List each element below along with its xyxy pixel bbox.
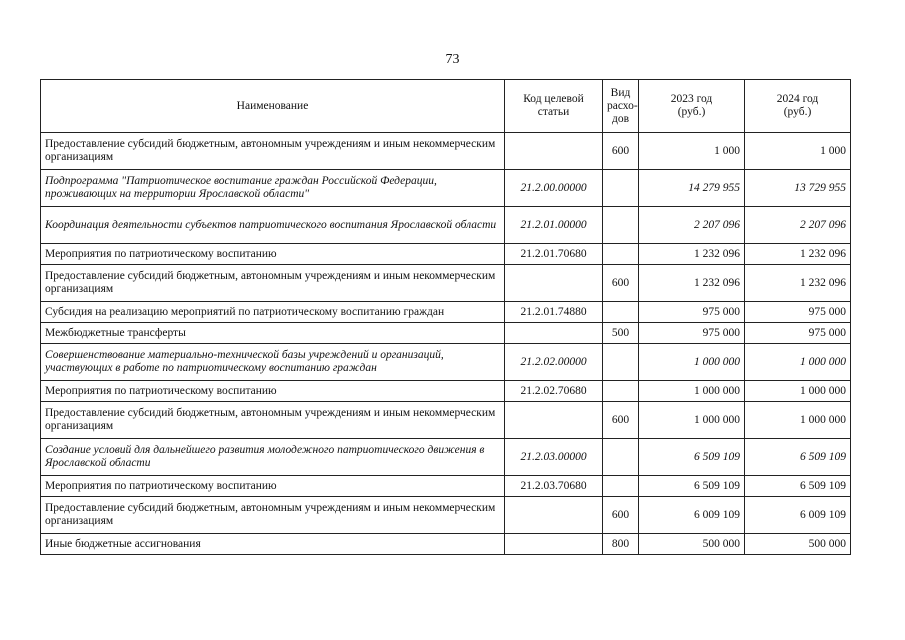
cell-code xyxy=(505,323,603,344)
cell-2023: 14 279 955 xyxy=(639,170,745,207)
cell-2024: 6 509 109 xyxy=(745,476,851,497)
cell-2024: 13 729 955 xyxy=(745,170,851,207)
table-row xyxy=(41,344,851,381)
header-2023: 2023 год (руб.) xyxy=(639,80,745,133)
cell-2023: 975 000 xyxy=(639,323,745,344)
cell-name: Межбюджетные трансферты xyxy=(41,323,505,344)
cell-name: Предоставление субсидий бюджетным, автономным учреждениям и иным некоммерческим организациям xyxy=(41,133,505,170)
cell-kind xyxy=(603,244,639,265)
cell-kind xyxy=(603,170,639,207)
cell-name: Предоставление субсидий бюджетным, автономным учреждениям и иным некоммерческим организациям xyxy=(41,402,505,439)
cell-2024: 1 000 000 xyxy=(745,381,851,402)
cell-kind: 500 xyxy=(603,323,639,344)
cell-2024: 1 000 000 xyxy=(745,344,851,381)
cell-name: Подпрограмма "Патриотическое воспитание граждан Российской Федерации, проживающих на территории Ярославской области" xyxy=(41,170,505,207)
cell-2023: 1 232 096 xyxy=(639,265,745,302)
table-header-row xyxy=(41,80,851,133)
cell-kind xyxy=(603,476,639,497)
cell-code xyxy=(505,497,603,534)
table-row xyxy=(41,402,851,439)
table-row xyxy=(41,170,851,207)
table-row xyxy=(41,207,851,244)
cell-name: Мероприятия по патриотическому воспитанию xyxy=(41,381,505,402)
header-name: Наименование xyxy=(41,80,505,133)
cell-2023: 2 207 096 xyxy=(639,207,745,244)
table-row xyxy=(41,265,851,302)
table-row xyxy=(41,244,851,265)
cell-2024: 1 232 096 xyxy=(745,265,851,302)
cell-code: 21.2.03.70680 xyxy=(505,476,603,497)
cell-code: 21.2.01.70680 xyxy=(505,244,603,265)
cell-name: Предоставление субсидий бюджетным, автономным учреждениям и иным некоммерческим организациям xyxy=(41,265,505,302)
cell-kind: 600 xyxy=(603,133,639,170)
cell-2023: 1 000 000 xyxy=(639,344,745,381)
table-row xyxy=(41,381,851,402)
table-row xyxy=(41,133,851,170)
cell-2024: 1 232 096 xyxy=(745,244,851,265)
table-row xyxy=(41,534,851,555)
cell-code xyxy=(505,265,603,302)
cell-2023: 6 509 109 xyxy=(639,439,745,476)
table-row xyxy=(41,439,851,476)
cell-2024: 500 000 xyxy=(745,534,851,555)
cell-code xyxy=(505,402,603,439)
page-number: 73 xyxy=(445,52,460,67)
cell-name: Координация деятельности субъектов патриотического воспитания Ярославской области xyxy=(41,207,505,244)
cell-name: Создание условий для дальнейшего развития молодежного патриотического движения в Ярославской области xyxy=(41,439,505,476)
cell-kind: 800 xyxy=(603,534,639,555)
cell-kind: 600 xyxy=(603,402,639,439)
cell-code: 21.2.02.70680 xyxy=(505,381,603,402)
table-row xyxy=(41,302,851,323)
cell-code: 21.2.01.00000 xyxy=(505,207,603,244)
cell-2024: 1 000 000 xyxy=(745,402,851,439)
cell-2024: 6 509 109 xyxy=(745,439,851,476)
cell-2024: 975 000 xyxy=(745,323,851,344)
cell-code: 21.2.01.74880 xyxy=(505,302,603,323)
cell-code: 21.2.02.00000 xyxy=(505,344,603,381)
cell-2023: 975 000 xyxy=(639,302,745,323)
cell-2023: 1 232 096 xyxy=(639,244,745,265)
cell-kind: 600 xyxy=(603,265,639,302)
cell-kind xyxy=(603,207,639,244)
cell-2023: 1 000 000 xyxy=(639,381,745,402)
cell-name: Мероприятия по патриотическому воспитанию xyxy=(41,476,505,497)
cell-name: Мероприятия по патриотическому воспитанию xyxy=(41,244,505,265)
header-2024: 2024 год (руб.) xyxy=(745,80,851,133)
table-body xyxy=(41,133,851,555)
cell-code xyxy=(505,534,603,555)
table-row xyxy=(41,497,851,534)
table-row xyxy=(41,323,851,344)
cell-2023: 500 000 xyxy=(639,534,745,555)
cell-kind: 600 xyxy=(603,497,639,534)
header-kind: Вид расхо- дов xyxy=(603,80,639,133)
cell-name: Иные бюджетные ассигнования xyxy=(41,534,505,555)
header-code: Код целевой статьи xyxy=(505,80,603,133)
cell-code xyxy=(505,133,603,170)
cell-code: 21.2.00.00000 xyxy=(505,170,603,207)
cell-2023: 6 009 109 xyxy=(639,497,745,534)
cell-name: Предоставление субсидий бюджетным, автономным учреждениям и иным некоммерческим организациям xyxy=(41,497,505,534)
cell-name: Субсидия на реализацию мероприятий по патриотическому воспитанию граждан xyxy=(41,302,505,323)
table-row xyxy=(41,476,851,497)
cell-2023: 1 000 xyxy=(639,133,745,170)
cell-code: 21.2.03.00000 xyxy=(505,439,603,476)
cell-kind xyxy=(603,344,639,381)
cell-2023: 1 000 000 xyxy=(639,402,745,439)
cell-kind xyxy=(603,439,639,476)
cell-2024: 1 000 xyxy=(745,133,851,170)
cell-2024: 2 207 096 xyxy=(745,207,851,244)
cell-2024: 975 000 xyxy=(745,302,851,323)
cell-kind xyxy=(603,381,639,402)
cell-2023: 6 509 109 xyxy=(639,476,745,497)
cell-name: Совершенствование материально-технической базы учреждений и организаций, участвующих в работе по патриотическому воспитанию граждан xyxy=(41,344,505,381)
cell-kind xyxy=(603,302,639,323)
budget-table xyxy=(40,79,851,555)
cell-2024: 6 009 109 xyxy=(745,497,851,534)
